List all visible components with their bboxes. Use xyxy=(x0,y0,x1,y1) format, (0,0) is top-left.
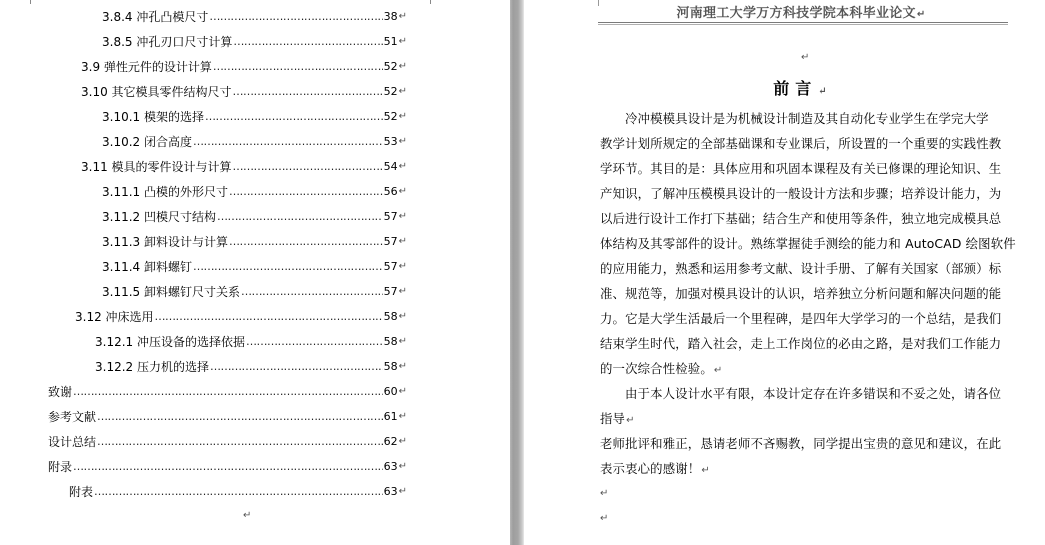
toc-entry[interactable] xyxy=(75,307,407,327)
toc-entry[interactable] xyxy=(102,32,407,52)
body-text: 体结构及其零部件的设计。熟练掌握徒手测绘的能力和 AutoCAD 绘图软件 xyxy=(600,236,1016,251)
body-text-line xyxy=(600,156,1010,181)
toc-label: 3.10.1 模架的选择 xyxy=(102,110,204,124)
toc-page-number: 58 xyxy=(383,360,398,373)
toc-label: 3.12.1 冲压设备的选择依据 xyxy=(95,335,245,349)
toc-leader xyxy=(97,432,383,452)
toc-page-number: 63 xyxy=(383,460,398,473)
paragraph-mark-icon: ↵ xyxy=(701,465,710,476)
crop-mark xyxy=(430,0,431,4)
toc-entry[interactable] xyxy=(102,107,407,127)
toc-entry[interactable] xyxy=(48,432,407,452)
body-text: 力。它是大学生活最后一个里程碑，是四年大学学习的一个总结，是我们 xyxy=(600,311,1002,326)
paragraph-mark-icon: ↵ xyxy=(398,286,407,297)
toc-page-number: 63 xyxy=(383,485,398,498)
body-text: 表示衷心的感谢！ xyxy=(600,461,701,476)
toc-entry[interactable] xyxy=(95,357,407,377)
paragraph-mark-icon: ↵ xyxy=(398,136,407,147)
paragraph-mark-icon: ↵ xyxy=(398,486,407,497)
toc-label: 致谢 xyxy=(48,385,73,399)
toc-leader xyxy=(73,457,383,477)
toc-entry[interactable] xyxy=(81,57,407,77)
paragraph-mark-icon: ↵ xyxy=(398,386,407,397)
paragraph-mark-icon: ↵ xyxy=(398,411,407,422)
body-text: 老师批评和雅正，恳请老师不吝赐教，同学提出宝贵的意见和建议，在此 xyxy=(600,436,1002,451)
toc-leader xyxy=(241,282,383,302)
toc-leader xyxy=(229,182,383,202)
paragraph-mark-icon: ↵ xyxy=(398,436,407,447)
toc-page-number: 52 xyxy=(383,110,398,123)
paragraph-mark-icon: ↵ xyxy=(398,111,407,122)
toc-entry[interactable] xyxy=(102,257,407,277)
body-text-line xyxy=(600,256,1010,281)
body-text: 指导 xyxy=(600,411,626,426)
toc-label: 3.11.4 卸料螺钉 xyxy=(102,260,192,274)
toc-leader xyxy=(233,82,383,102)
toc-entry[interactable] xyxy=(48,407,407,427)
paragraph-mark-icon: ↵ xyxy=(398,211,407,222)
paragraph-mark-icon: ↵ xyxy=(398,11,407,22)
toc-page-number: 60 xyxy=(383,385,398,398)
toc-label: 3.11.5 卸料螺钉尺寸关系 xyxy=(102,285,240,299)
toc-page-number: 58 xyxy=(383,335,398,348)
paragraph-mark-icon: ↵ xyxy=(600,488,609,499)
body-text-line xyxy=(600,131,1010,156)
toc-page-number: 52 xyxy=(383,85,398,98)
body-text-line xyxy=(600,431,1010,456)
body-text-line xyxy=(600,356,1010,381)
paragraph-mark-icon: ↵ xyxy=(398,361,407,372)
paragraph-mark-icon: ↵ xyxy=(713,365,723,376)
toc-leader xyxy=(233,157,383,177)
paragraph-mark-icon: ↵ xyxy=(398,336,407,347)
toc-label: 3.11 模具的零件设计与计算 xyxy=(81,160,232,174)
header-rule xyxy=(598,24,1008,25)
toc-entry[interactable] xyxy=(48,382,407,402)
toc-label: 3.11.2 凹模尺寸结构 xyxy=(102,210,216,224)
toc-entry[interactable] xyxy=(81,82,407,102)
toc-page-number: 62 xyxy=(383,435,398,448)
body-text-line xyxy=(600,406,1010,431)
toc-label: 3.12.2 压力机的选择 xyxy=(95,360,209,374)
toc-leader xyxy=(210,357,383,377)
paragraph-mark-icon: ↵ xyxy=(626,415,635,426)
toc-leader xyxy=(233,32,382,52)
page-gutter xyxy=(510,0,524,545)
toc-label: 3.8.4 冲孔凸模尺寸 xyxy=(102,10,209,24)
toc-page-number: 61 xyxy=(383,410,398,423)
toc-label: 3.11.1 凸模的外形尺寸 xyxy=(102,185,228,199)
paragraph-mark-icon: ↵ xyxy=(398,261,407,272)
paragraph-mark-icon: ↵ xyxy=(398,86,407,97)
toc-entry[interactable] xyxy=(102,132,407,152)
paragraph-mark-icon: ↵ xyxy=(818,86,833,97)
toc-page-number: 38 xyxy=(383,10,398,23)
crop-mark xyxy=(30,0,31,4)
body-text-line xyxy=(600,106,1010,131)
toc-entry[interactable] xyxy=(81,157,407,177)
toc-leader xyxy=(205,107,383,127)
toc-label: 3.9 弹性元件的设计计算 xyxy=(81,60,212,74)
toc-leader xyxy=(229,232,383,252)
header-rule xyxy=(598,22,1008,23)
toc-entry[interactable] xyxy=(102,282,407,302)
toc-page-number: 58 xyxy=(383,310,398,323)
toc-page-number: 52 xyxy=(383,60,398,73)
body-text: 由于本人设计水平有限，本设计定存在许多错误和不妥之处，请各位 xyxy=(625,386,1002,401)
body-text: 学环节。其目的是：具体应用和巩固本课程及有关已修课的理论知识、生 xyxy=(600,161,1002,176)
paragraph-mark-icon: ↵ xyxy=(398,186,407,197)
section-title xyxy=(598,76,1008,99)
body-text: 冷冲模模具设计是为机械设计制造及其自动化专业学生在学完大学 xyxy=(625,111,989,126)
paragraph-mark-icon: ↵ xyxy=(243,510,252,521)
toc-leader xyxy=(217,207,383,227)
toc-leader xyxy=(94,482,383,502)
body-text-line xyxy=(600,381,1010,406)
toc-leader xyxy=(73,382,383,402)
toc-label: 3.10.2 闭合高度 xyxy=(102,135,192,149)
paragraph-mark-icon: ↵ xyxy=(398,236,407,247)
toc-leader xyxy=(246,332,383,352)
section-title-text: 前言 xyxy=(773,79,818,98)
toc-leader xyxy=(155,307,383,327)
toc-page-number: 56 xyxy=(383,185,398,198)
toc-leader xyxy=(97,407,383,427)
body-text: 结束学生时代，踏入社会，走上工作岗位的必由之路，是对我们工作能力 xyxy=(600,336,1002,351)
toc-entry[interactable] xyxy=(69,482,407,502)
toc-label: 3.8.5 冲孔刃口尺寸计算 xyxy=(102,35,233,49)
toc-label: 3.12 冲床选用 xyxy=(75,310,154,324)
toc-page-number: 57 xyxy=(383,210,398,223)
body-text: 的一次综合性检验。 xyxy=(600,361,713,376)
toc-label: 参考文献 xyxy=(48,410,97,424)
toc-page-number: 53 xyxy=(383,135,398,148)
toc-entry[interactable] xyxy=(102,232,407,252)
toc-label: 设计总结 xyxy=(48,435,97,449)
body-text-line xyxy=(600,206,1010,231)
toc-label: 3.11.3 卸料设计与计算 xyxy=(102,235,228,249)
body-text: 产知识，了解冲压模模具设计的一般设计方法和步骤；培养设计能力，为 xyxy=(600,186,1002,201)
body-text-line xyxy=(600,456,1010,481)
paragraph-mark-icon: ↵ xyxy=(398,36,407,47)
paragraph-mark-icon: ↵ xyxy=(398,311,407,322)
body-text-line xyxy=(600,306,1010,331)
paragraph-mark-icon: ↵ xyxy=(600,513,609,524)
paragraph-mark-icon: ↵ xyxy=(398,161,407,172)
toc-leader xyxy=(213,57,383,77)
body-text: 准、规范等，加强对模具设计的认识，培养独立分析问题和解决问题的能 xyxy=(600,286,1002,301)
body-text-line xyxy=(600,331,1010,356)
running-header xyxy=(596,2,1006,21)
toc-label: 附表 xyxy=(69,485,94,499)
toc-label: 3.10 其它模具零件结构尺寸 xyxy=(81,85,232,99)
paragraph-mark-icon: ↵ xyxy=(398,461,407,472)
toc-entry[interactable] xyxy=(102,207,407,227)
toc-entry[interactable] xyxy=(48,457,407,477)
body-text: 的应用能力，熟悉和运用参考文献、设计手册、了解有关国家（部颁）标 xyxy=(600,261,1002,276)
toc-page-number: 57 xyxy=(383,285,398,298)
toc-leader xyxy=(209,7,382,27)
toc-page-number: 54 xyxy=(383,160,398,173)
paragraph-mark-icon: ↵ xyxy=(398,61,407,72)
toc-leader xyxy=(193,132,383,152)
paragraph-mark-icon: ↵ xyxy=(801,52,810,63)
body-text-line xyxy=(600,231,1016,256)
toc-page-number: 51 xyxy=(383,35,398,48)
toc-page-number: 57 xyxy=(383,235,398,248)
running-header-text: 河南理工大学万方科技学院本科毕业论文 xyxy=(676,6,916,21)
toc-leader xyxy=(193,257,383,277)
body-text: 教学计划所规定的全部基础课和专业课后，所设置的一个重要的实践性教 xyxy=(600,136,1002,151)
paragraph-mark-icon: ↵ xyxy=(916,9,926,20)
toc-entry[interactable] xyxy=(102,7,407,27)
toc-page-number: 57 xyxy=(383,260,398,273)
toc-entry[interactable] xyxy=(102,182,407,202)
toc-entry[interactable] xyxy=(95,332,407,352)
toc-label: 附录 xyxy=(48,460,73,474)
body-text-line xyxy=(600,181,1010,206)
body-text: 以后进行设计工作打下基础；结合生产和使用等条件，独立地完成模具总 xyxy=(600,211,1002,226)
body-text-line xyxy=(600,281,1010,306)
